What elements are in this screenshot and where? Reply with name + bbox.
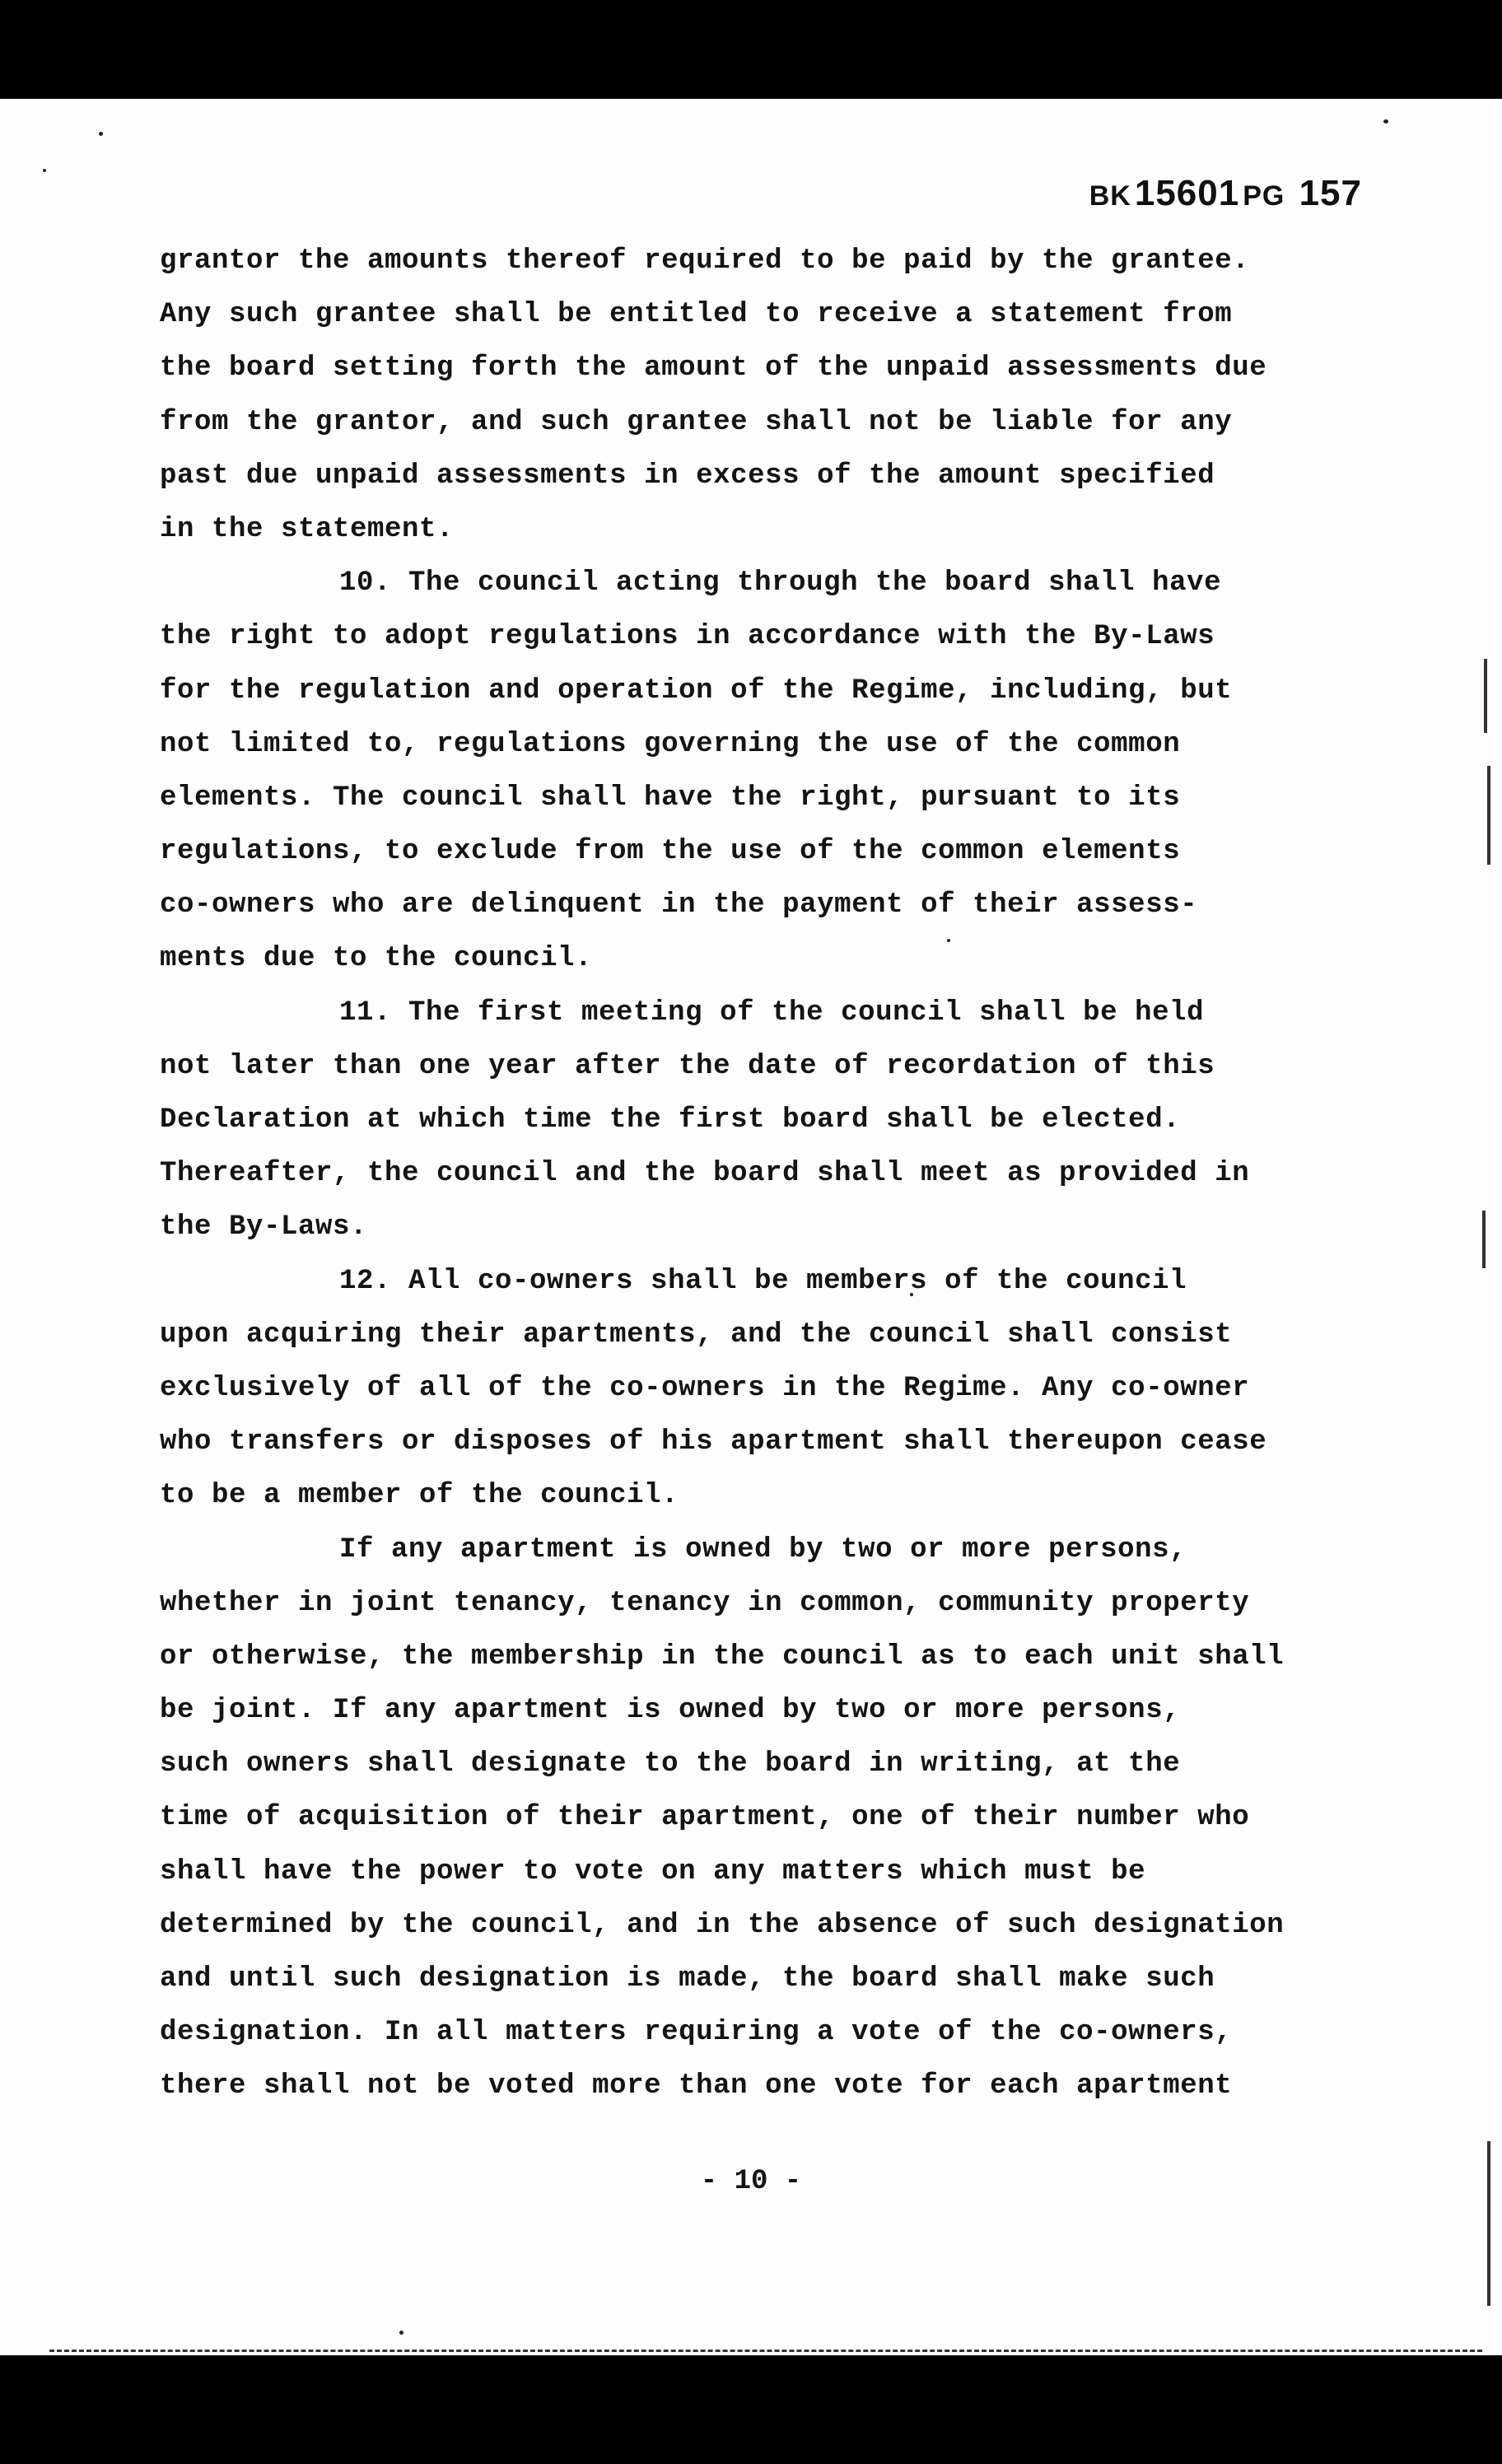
page-number: - 10 - (700, 2166, 802, 2197)
book-prefix: BK (1089, 180, 1131, 212)
paragraph-11-start: 11. The first meeting of the council shall be held (339, 996, 1205, 1029)
text-line: shall have the power to vote on any matters which must be (160, 1855, 1146, 1888)
text-line: from the grantor, and such grantee shall not be liable for any (160, 406, 1233, 438)
text-line: Thereafter, the council and the board shall meet as provided in (160, 1158, 1250, 1190)
scan-speck (99, 132, 103, 136)
scan-border-top (0, 0, 1502, 99)
scan-speck (43, 169, 46, 172)
text-line: the right to adopt regulations in accordance with the By-Laws (160, 621, 1215, 653)
text-line: be joint. If any apartment is owned by two or more persons, (160, 1695, 1181, 1727)
text-line: regulations, to exclude from the use of the common elements (160, 836, 1181, 868)
text-line: who transfers or disposes of his apartment shall thereupon cease (160, 1426, 1267, 1458)
text-line: the By-Laws. (160, 1211, 368, 1244)
page-bottom-edge (49, 2350, 1482, 2354)
text-line: the board setting forth the amount of the unpaid assessments due (160, 352, 1267, 385)
text-line: such owners shall designate to the board in writing, at the (160, 1748, 1181, 1780)
text-line: whether in joint tenancy, tenancy in common, community property (160, 1587, 1250, 1619)
text-line: designation. In all matters requiring a vote of the co-owners, (160, 2017, 1233, 2049)
paragraph-12-start: 12. All co-owners shall be members of the council (339, 1265, 1187, 1297)
book-number: 15601 (1134, 173, 1240, 213)
text-line: ments due to the council. (160, 943, 593, 975)
margin-mark (1484, 659, 1487, 733)
text-line: and until such designation is made, the board shall make such (160, 1963, 1215, 1995)
text-line: in the statement. (160, 513, 455, 545)
text-line: there shall not be voted more than one vote for each apartment (160, 2070, 1233, 2102)
text-line: co-owners who are delinquent in the payment of their assess- (160, 889, 1198, 922)
scan-speck (399, 2331, 403, 2335)
text-line: grantor the amounts thereof required to be paid by the grantee. (160, 245, 1250, 277)
book-page-stamp (1086, 173, 1362, 214)
text-line: upon acquiring their apartments, and the council shall consist (160, 1318, 1233, 1351)
recording-page-number: 157 (1299, 173, 1362, 213)
text-line: Declaration at which time the first board shall be elected. (160, 1104, 1181, 1136)
margin-mark (1487, 766, 1490, 865)
text-line: not later than one year after the date of recordation of this (160, 1050, 1215, 1082)
body-text (160, 235, 1346, 2114)
text-line: past due unpaid assessments in excess of the amount specified (160, 460, 1215, 492)
scan-border-bottom (0, 2355, 1502, 2464)
text-line: Any such grantee shall be entitled to receive a statement from (160, 299, 1233, 331)
text-line: not limited to, regulations governing the use of the common (160, 728, 1181, 760)
text-line: to be a member of the council. (160, 1480, 679, 1512)
text-line: or otherwise, the membership in the council as to each unit shall (160, 1640, 1285, 1673)
margin-mark (1482, 1211, 1486, 1268)
page-prefix: PG (1243, 180, 1285, 212)
text-line: elements. The council shall have the right, pursuant to its (160, 782, 1181, 814)
scan-speck (1383, 119, 1388, 124)
text-line: exclusively of all of the co-owners in the Regime. Any co-owner (160, 1372, 1250, 1404)
paragraph-10-start: 10. The council acting through the board shall have (339, 567, 1222, 600)
joint-ownership-paragraph-start: If any apartment is owned by two or more persons, (339, 1533, 1187, 1566)
text-line: for the regulation and operation of the Regime, including, but (160, 674, 1233, 707)
text-line: determined by the council, and in the absence of such designation (160, 1909, 1285, 1941)
text-line: time of acquisition of their apartment, one of their number who (160, 1802, 1250, 1834)
